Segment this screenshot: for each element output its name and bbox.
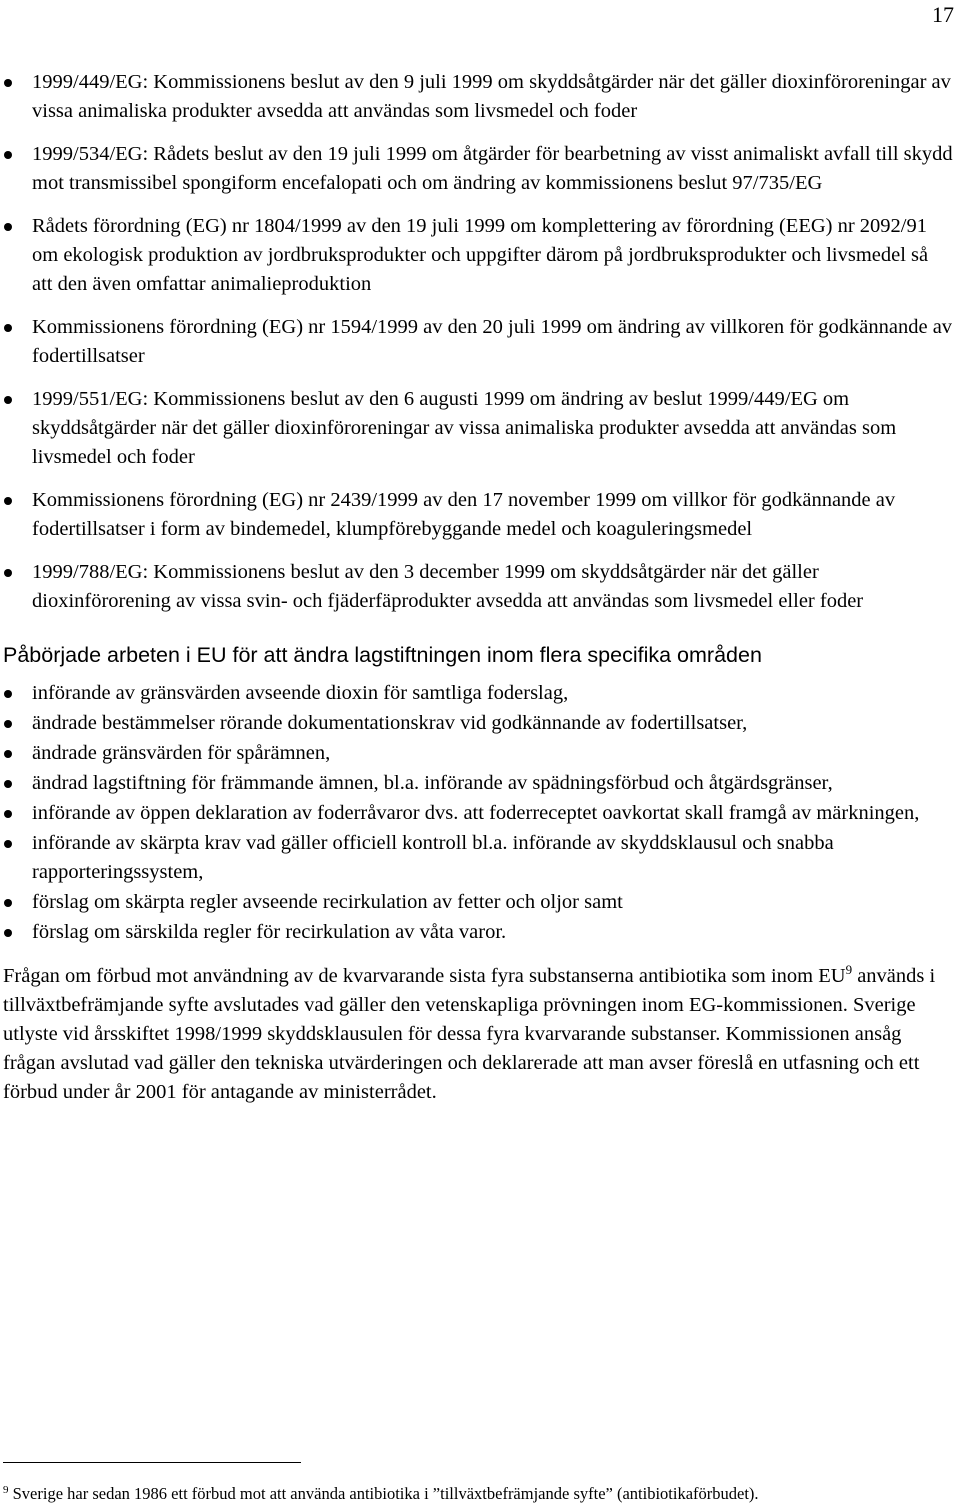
list-item-text: införande av skärpta krav vad gäller officiell kontroll bl.a. införande av skyddsklausul och snabba rapporteringssystem, xyxy=(32,832,834,883)
list-item xyxy=(3,918,953,947)
list-item-text: Kommissionens förordning (EG) nr 1594/1999 av den 20 juli 1999 om ändring av villkoren för godkännande av fodertillsatser xyxy=(32,316,953,367)
list-item-text: 1999/551/EG: Kommissionens beslut av den 6 augusti 1999 om ändring av beslut 1999/449/EG om skyddsåtgärder när det gäller dioxinföroreningar av vissa animaliska produkter avsedda att användas som livsmedel och foder xyxy=(32,388,897,468)
regulation-list xyxy=(3,68,953,616)
list-item xyxy=(3,769,953,798)
list-item xyxy=(3,799,953,828)
list-item-text: införande av öppen deklaration av foderråvaror dvs. att foderreceptet oavkortat skall framgå av märkningen, xyxy=(32,802,920,824)
list-item xyxy=(3,486,953,544)
list-item xyxy=(3,679,953,708)
paragraph-text-continued: används i tillväxtbefrämjande syfte avslutades vad gäller den vetenskapliga prövningen inom EG-kommissionen. Sverige utlyste vid årsskiftet 1998/1999 skyddsklausulen för dessa fyra kvarvarande substanser. Kommissionen ansåg frågan avslutad vad gäller den tekniska utvärderingen och deklarerade att man avser föreslå en utfasning och ett förbud under år 2001 för antagande av ministerrådet. xyxy=(3,965,936,1103)
list-item-text: förslag om särskilda regler för recirkulation av våta varor. xyxy=(32,921,507,943)
bullet-icon xyxy=(4,223,12,231)
list-item xyxy=(3,558,953,616)
footnote-divider xyxy=(3,1462,301,1463)
list-item xyxy=(3,140,953,198)
list-item-text: förslag om skärpta regler avseende recirkulation av fetter och oljor samt xyxy=(32,891,623,913)
list-item xyxy=(3,212,953,299)
bullet-icon xyxy=(4,497,12,505)
list-item-text: 1999/534/EG: Rådets beslut av den 19 juli 1999 om åtgärder för bearbetning av visst animaliskt avfall till skydd mot transmissibel spongiform encefalopati och om ändring av kommissionens beslut 97/735/EG xyxy=(32,143,953,194)
ongoing-work-list xyxy=(3,679,953,947)
list-item-text: 1999/788/EG: Kommissionens beslut av den 3 december 1999 om skyddsåtgärder när det gäller dioxinförorening av vissa svin- och fjäderfäprodukter avsedda att användas som livsmedel eller foder xyxy=(32,561,864,612)
bullet-icon xyxy=(4,690,12,698)
bullet-icon xyxy=(4,151,12,159)
list-item-text: ändrad lagstiftning för främmande ämnen, bl.a. införande av spädningsförbud och åtgärdsgränser, xyxy=(32,772,833,794)
section-heading: Påbörjade arbeten i EU för att ändra lagstiftningen inom flera specifika områden xyxy=(3,643,762,667)
bullet-icon xyxy=(4,396,12,404)
page-number: 17 xyxy=(932,2,954,27)
list-item xyxy=(3,829,953,887)
page-content xyxy=(3,68,953,1107)
bullet-icon xyxy=(4,899,12,907)
list-item xyxy=(3,888,953,917)
list-item xyxy=(3,313,953,371)
list-item xyxy=(3,739,953,768)
footnote-text: Sverige har sedan 1986 ett förbud mot att använda antibiotika i ”tillväxtbefrämjande syfte” (antibiotikaförbudet). xyxy=(8,1484,759,1503)
list-item-text: Rådets förordning (EG) nr 1804/1999 av den 19 juli 1999 om komplettering av förordning (EEG) nr 2092/91 om ekologisk produktion av jordbruksprodukter och uppgifter därom på jordbruksprodukter och livsmedel så att den även omfattar animalieproduktion xyxy=(32,215,929,295)
bullet-icon xyxy=(4,324,12,332)
list-item-text: ändrade gränsvärden för spårämnen, xyxy=(32,742,331,764)
list-item xyxy=(3,385,953,472)
bullet-icon xyxy=(4,720,12,728)
bullet-icon xyxy=(4,929,12,937)
bullet-icon xyxy=(4,810,12,818)
list-item xyxy=(3,709,953,738)
list-item-text: införande av gränsvärden avseende dioxin för samtliga foderslag, xyxy=(32,682,569,704)
list-item-text: ändrade bestämmelser rörande dokumentationskrav vid godkännande av fodertillsatser, xyxy=(32,712,748,734)
body-paragraph xyxy=(3,962,953,1107)
bullet-icon xyxy=(4,750,12,758)
list-item-text: Kommissionens förordning (EG) nr 2439/1999 av den 17 november 1999 om villkor för godkännande av fodertillsatser i form av bindemedel, klumpförebyggande medel och koaguleringsmedel xyxy=(32,489,896,540)
list-item-text: 1999/449/EG: Kommissionens beslut av den 9 juli 1999 om skyddsåtgärder när det gäller dioxinföroreningar av vissa animaliska produkter avsedda att användas som livsmedel och foder xyxy=(32,71,951,122)
footnote-number: 9 xyxy=(3,1484,9,1496)
footnote xyxy=(3,1484,958,1504)
paragraph-text: Frågan om förbud mot användning av de kvarvarande sista fyra substanserna antibiotika som inom EU xyxy=(3,965,846,987)
bullet-icon xyxy=(4,569,12,577)
bullet-icon xyxy=(4,780,12,788)
list-item xyxy=(3,68,953,126)
footnote-reference: 9 xyxy=(845,962,853,977)
bullet-icon xyxy=(4,840,12,848)
bullet-icon xyxy=(4,79,12,87)
